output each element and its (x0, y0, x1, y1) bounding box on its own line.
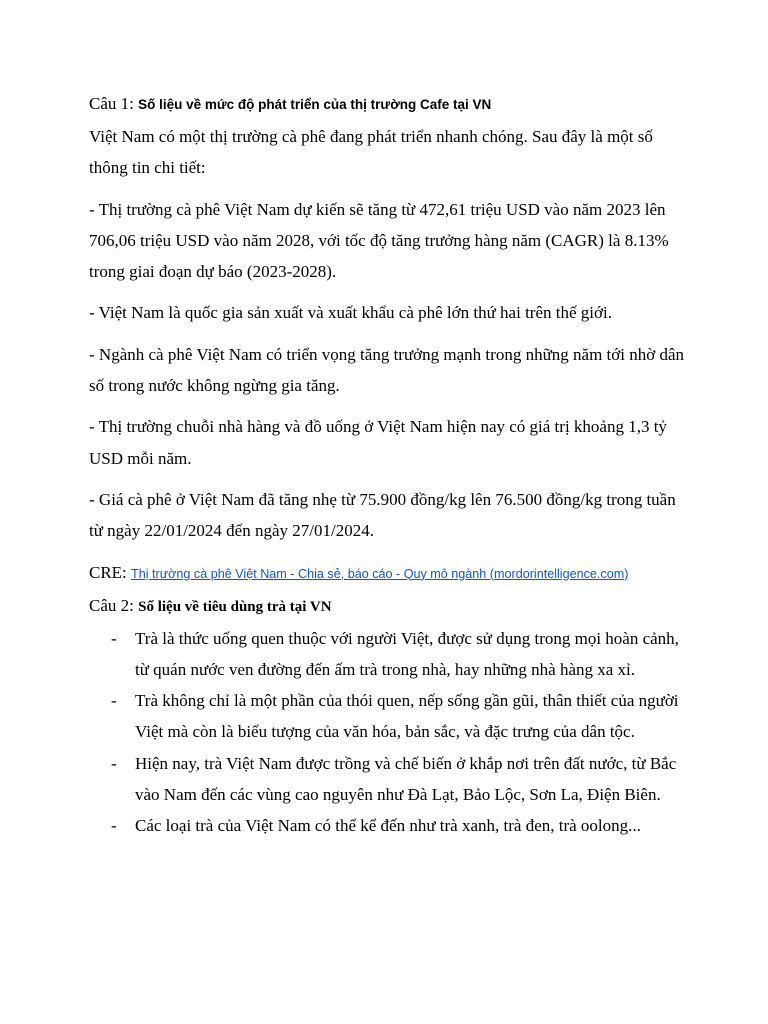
section2-heading (89, 590, 689, 623)
list-item (89, 623, 689, 686)
list-item-text: Các loại trà của Việt Nam có thể kể đến như trà xanh, trà đen, trà oolong... (135, 816, 641, 836)
dash-bullet: - (111, 816, 117, 836)
list-item-text: Trà không chỉ là một phần của thói quen, nếp sống gần gũi, thân thiết của người Việt mà còn là biểu tượng của văn hóa, bản sắc, và đặc trưng của dân tộc. (135, 691, 679, 742)
section1-title: Số liệu về mức độ phát triển của thị trường Cafe tại VN (138, 97, 492, 112)
source-line (89, 557, 689, 590)
list-item (89, 748, 689, 811)
list-item-text: Hiện nay, trà Việt Nam được trồng và chế biến ở khắp nơi trên đất nước, từ Bắc vào Nam đến các vùng cao nguyên như Đà Lạt, Bảo Lộc, Sơn La, Điện Biên. (135, 753, 677, 805)
list-item (89, 685, 689, 748)
list-item (89, 810, 689, 841)
section1-point: - Thị trường cà phê Việt Nam dự kiến sẽ tăng từ 472,61 triệu USD vào năm 2023 lên 706,06 triệu USD vào năm 2028, với tốc độ tăng trưởng hàng năm (CAGR) là 8.13% trong giai đoạn dự báo (2023-2028). (89, 199, 669, 282)
section1-intro: Việt Nam có một thị trường cà phê đang phát triển nhanh chóng. Sau đây là một số thông tin chi tiết: (89, 127, 653, 178)
section1-point: - Giá cà phê ở Việt Nam đã tăng nhẹ từ 75.900 đồng/kg lên 76.500 đồng/kg trong tuần từ ngày 22/01/2024 đến ngày 27/01/2024. (89, 489, 676, 541)
document-page (89, 88, 689, 842)
list-item-text: Trà là thức uống quen thuộc với người Việt, được sử dụng trong mọi hoàn cảnh, từ quán nước ven đường đến ấm trà trong nhà, hay những nhà hàng xa xỉ. (135, 628, 679, 679)
section2-title: Số liệu về tiêu dùng trà tại VN (138, 598, 332, 615)
dash-bullet: - (111, 691, 117, 711)
tea-facts-list (89, 623, 689, 842)
section1-point: - Thị trường chuỗi nhà hàng và đồ uống ở Việt Nam hiện nay có giá trị khoảng 1,3 tỷ USD mỗi năm. (89, 417, 667, 468)
source-link[interactable]: Thị trường cà phê Việt Nam - Chia sẻ, báo cáo - Quy mô ngành (mordorintelligence.com) (131, 566, 629, 581)
dash-bullet: - (111, 753, 117, 773)
section1-point: - Việt Nam là quốc gia sản xuất và xuất khẩu cà phê lớn thứ hai trên thế giới. (89, 303, 612, 323)
section1-heading (89, 88, 689, 121)
dash-bullet: - (111, 628, 117, 648)
section1-label: Câu 1: (89, 94, 134, 113)
source-label: CRE: (89, 562, 127, 582)
section1-point: - Ngành cà phê Việt Nam có triển vọng tăng trưởng mạnh trong những năm tới nhờ dân số trong nước không ngừng gia tăng. (89, 344, 685, 396)
section2-label: Câu 2: (89, 595, 134, 615)
